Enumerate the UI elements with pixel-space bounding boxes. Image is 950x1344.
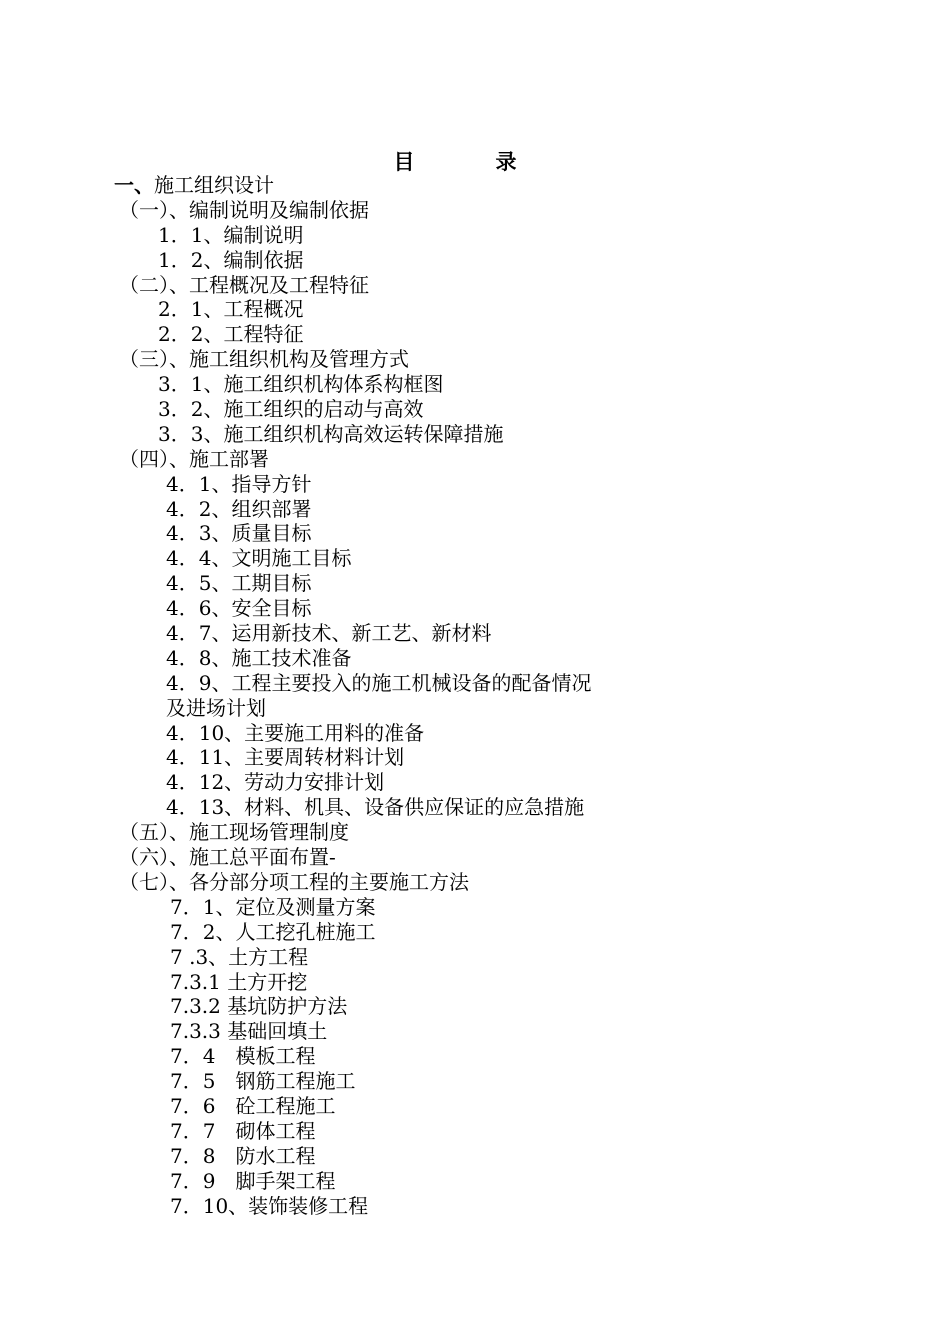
toc-entry: 3．2、施工组织的启动与高效 [158,397,424,422]
toc-entry: 4．1、指导方针 [166,471,312,496]
toc-entry: （七）、各分部分项工程的主要施工方法 [119,869,469,894]
toc-entry: 4．3、质量目标 [166,521,312,546]
toc-entry: 7．5 钢筋工程施工 [170,1069,356,1094]
toc-entry: 4．7、运用新技术、新工艺、新材料 [166,621,492,646]
toc-entry: （一）、编制说明及编制依据 [119,197,369,222]
toc-entry: （二）、工程概况及工程特征 [119,272,369,297]
toc-entry: 4．8、施工技术准备 [166,645,352,670]
toc-entry: 7．4 模板工程 [170,1044,316,1069]
toc-entry: 4．4、文明施工目标 [166,546,352,571]
toc-entry: （六）、施工总平面布置- [119,845,336,870]
toc-entry: 及进场计划 [166,695,266,720]
toc-entry-prefix: 一、 [114,173,154,197]
toc-entry: 3．1、施工组织机构体系构框图 [158,372,444,397]
toc-entry: 7．2、人工挖孔桩施工 [170,919,376,944]
toc-entry: 7．9 脚手架工程 [170,1168,336,1193]
toc-title: 目 录 [393,149,547,174]
toc-entry: 4．2、组织部署 [166,496,312,521]
toc-entry: 1．2、编制依据 [158,247,304,272]
toc-entry: （五）、施工现场管理制度 [119,820,349,845]
toc-entry: 4．13、材料、机具、设备供应保证的应急措施 [166,795,585,820]
toc-entry: 4．12、劳动力安排计划 [166,770,385,795]
toc-entry-text: 施工组织设计 [154,173,274,197]
toc-entry: 7.3.3 基础回填土 [170,1019,328,1044]
toc-entry: 2．1、工程概况 [158,297,304,322]
toc-entry: 7．1、定位及测量方案 [170,894,376,919]
toc-entry: 4．10、主要施工用料的准备 [166,720,425,745]
toc-entry: 1．1、编制说明 [158,222,304,247]
toc-entry: 4．5、工期目标 [166,571,312,596]
toc-entry: 3．3、施工组织机构高效运转保障措施 [158,421,504,446]
toc-entry: 7．7 砌体工程 [170,1118,316,1143]
toc-entry: 4．11、主要周转材料计划 [166,745,405,770]
toc-entry: 7．10、装饰装修工程 [170,1193,369,1218]
toc-entry: 7.3.2 基坑防护方法 [170,994,348,1019]
toc-entry: 7 .3、土方工程 [170,944,309,969]
toc-entry [0,173,950,198]
toc-entry: 2．2、工程特征 [158,322,304,347]
toc-list [0,173,950,1218]
toc-entry: 7．6 砼工程施工 [170,1093,336,1118]
toc-entry: （四）、施工部署 [119,446,269,471]
toc-entry: 4．9、工程主要投入的施工机械设备的配备情况 [166,670,592,695]
toc-entry: （三）、施工组织机构及管理方式 [119,347,409,372]
toc-entry: 4．6、安全目标 [166,596,312,621]
toc-entry: 7.3.1 土方开挖 [170,969,308,994]
toc-entry: 7．8 防水工程 [170,1143,316,1168]
